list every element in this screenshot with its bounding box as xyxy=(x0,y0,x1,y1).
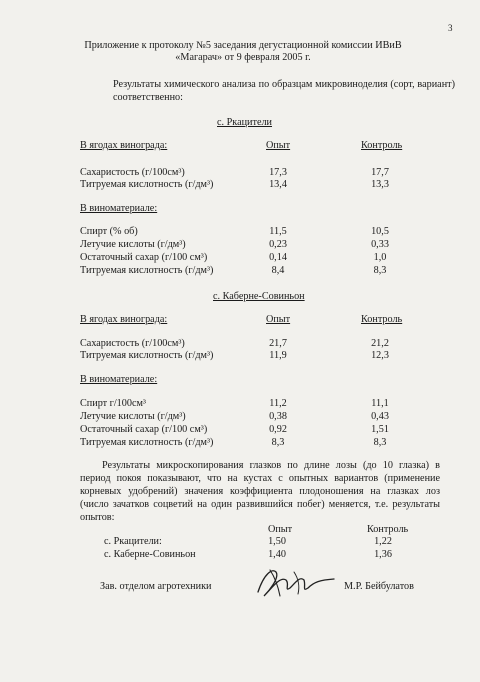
microscopy-header-experiment: Опыт xyxy=(268,524,293,535)
row-label: Титруемая кислотность (г/дм³) xyxy=(80,350,214,361)
experiment-value: 8,4 xyxy=(271,265,285,276)
control-value: 8,3 xyxy=(373,437,387,448)
table-row xyxy=(80,437,420,449)
experiment-value: 11,9 xyxy=(269,350,287,361)
experiment-value: 13,4 xyxy=(269,179,287,190)
signatory-position: Зав. отделом агротехники xyxy=(100,581,212,592)
table-row xyxy=(104,536,404,548)
section-title-grapes: В ягодах винограда: xyxy=(80,140,168,151)
header-line-2: «Магарач» от 9 февраля 2005 г. xyxy=(175,52,311,63)
section-title-wine: В виноматериале: xyxy=(80,374,158,385)
header-line-1: Приложение к протоколу №5 заседания дегустационной комиссии ИВиВ xyxy=(84,40,402,51)
variety-title-rkatsiteli: с. Ркацители xyxy=(217,117,273,128)
experiment-value: 0,23 xyxy=(269,239,287,250)
row-label: Сахаристость (г/100см³) xyxy=(80,338,185,349)
variety-title-cabernet: с. Каберне-Совиньон xyxy=(213,291,305,302)
table-row xyxy=(80,265,420,277)
control-value: 1,22 xyxy=(374,536,392,547)
experiment-value: 0,38 xyxy=(269,411,287,422)
table-row xyxy=(80,252,420,264)
experiment-value: 1,50 xyxy=(268,536,286,547)
signatory-name: М.Р. Бейбулатов xyxy=(344,581,414,592)
column-header-control: Контроль xyxy=(361,140,403,151)
intro-paragraph: Результаты химического анализа по образцам микровиноделия (сорт, вариант) соответственно: xyxy=(113,79,455,103)
row-label: Летучие кислоты (г/дм³) xyxy=(80,411,186,422)
control-value: 0,33 xyxy=(371,239,389,250)
column-header-experiment: Опыт xyxy=(266,140,291,151)
experiment-value: 0,92 xyxy=(269,424,287,435)
page-number: 3 xyxy=(448,23,453,33)
control-value: 8,3 xyxy=(373,265,387,276)
table-row xyxy=(80,179,420,191)
row-label: Титруемая кислотность (г/дм³) xyxy=(80,265,214,276)
control-value: 12,3 xyxy=(371,350,389,361)
microscopy-paragraph: Результаты микроскопирования глазков по длине лозы (до 10 глазка) в период покоя показывают, что на кустах с опытных вариантов (применение корневых удобрений) значения коэффициента плодоношения на глазках лоз (число зачатков соцветий на один развившийся побег) меняется, т.е. результаты опытов: xyxy=(80,460,440,523)
table-row xyxy=(80,424,420,436)
experiment-value: 21,7 xyxy=(269,338,287,349)
experiment-value: 11,5 xyxy=(269,226,287,237)
experiment-value: 17,3 xyxy=(269,167,287,178)
table-row xyxy=(80,411,420,423)
row-label: Титруемая кислотность (г/дм³) xyxy=(80,179,214,190)
row-label: Спирт г/100см³ xyxy=(80,398,146,409)
table-row xyxy=(80,167,420,179)
control-value: 21,2 xyxy=(371,338,389,349)
experiment-value: 0,14 xyxy=(269,252,287,263)
column-header-experiment: Опыт xyxy=(266,314,291,325)
table-row xyxy=(80,239,420,251)
row-label: Остаточный сахар (г/100 см³) xyxy=(80,252,208,263)
row-label: с. Ркацители: xyxy=(104,536,162,547)
row-label: Спирт (% об) xyxy=(80,226,138,237)
table-row xyxy=(80,338,420,350)
document-header xyxy=(78,40,408,64)
section-title-wine: В виноматериале: xyxy=(80,203,158,214)
control-value: 11,1 xyxy=(371,398,389,409)
microscopy-header-control: Контроль xyxy=(367,524,409,535)
table-row xyxy=(80,350,420,362)
handwritten-signature xyxy=(250,562,340,602)
row-label: Остаточный сахар (г/100 см³) xyxy=(80,424,208,435)
table-row xyxy=(104,549,404,561)
column-header-control: Контроль xyxy=(361,314,403,325)
experiment-value: 1,40 xyxy=(268,549,286,560)
row-label: с. Каберне-Совиньон xyxy=(104,549,196,560)
control-value: 0,43 xyxy=(371,411,389,422)
experiment-value: 8,3 xyxy=(271,437,285,448)
control-value: 1,0 xyxy=(373,252,387,263)
control-value: 1,51 xyxy=(371,424,389,435)
control-value: 10,5 xyxy=(371,226,389,237)
control-value: 1,36 xyxy=(374,549,392,560)
experiment-value: 11,2 xyxy=(269,398,287,409)
row-label: Сахаристость (г/100см³) xyxy=(80,167,185,178)
row-label: Летучие кислоты (г/дм³) xyxy=(80,239,186,250)
section-title-grapes: В ягодах винограда: xyxy=(80,314,168,325)
table-row xyxy=(80,398,420,410)
control-value: 17,7 xyxy=(371,167,389,178)
control-value: 13,3 xyxy=(371,179,389,190)
table-row xyxy=(80,226,420,238)
row-label: Титруемая кислотность (г/дм³) xyxy=(80,437,214,448)
